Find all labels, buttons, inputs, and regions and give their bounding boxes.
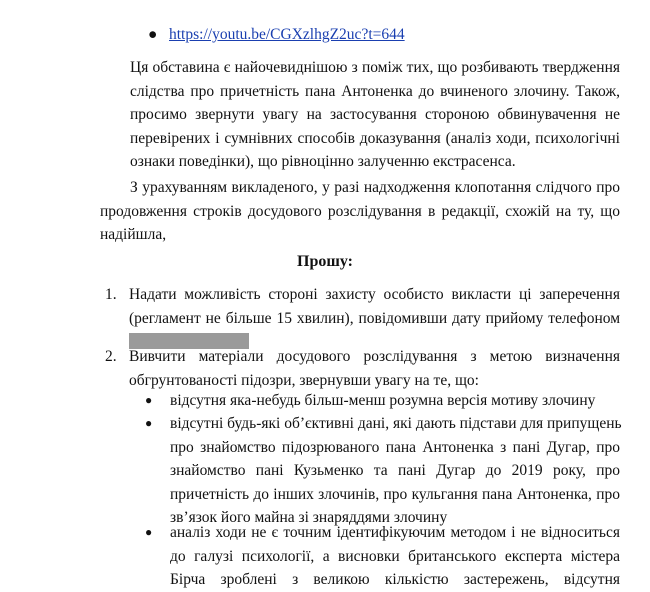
text-line: відсутні будь-які об’єктивні дані, які дають підстави для припущень — [170, 415, 622, 432]
text-line: ознаки поведінки), що рівноцінно залученню екстрасенса. — [130, 153, 516, 171]
bullet-icon: ● — [145, 393, 153, 407]
text-line: З урахуванням викладеного, у разі надходження клопотання слідчого про — [130, 179, 620, 196]
text-line: причетність до інших злочинів, про кульгання пана Антоненка, про — [170, 485, 620, 503]
text-line: аналіз ходи не є точним ідентифікуючим методом і не відноситься — [170, 524, 620, 541]
text-line: просимо звернути увагу на застосування стороною обвинувачення не — [130, 106, 620, 124]
item-number: 1. — [105, 286, 117, 303]
text-line: до галузі психології, а висновки британського експерта містера — [170, 547, 620, 565]
text-line: надійшла, — [100, 226, 167, 244]
text-line: Ця обставина є найочевиднішою з поміж тих, що розбивають твердження — [130, 59, 620, 76]
item-number: 2. — [105, 348, 117, 365]
paragraph-circumstance — [100, 56, 620, 174]
text-line: Надати можливість стороні захисту особисто викласти ці заперечення — [129, 286, 620, 303]
text-line: продовження строків досудового розслідування в редакції, схожій на ту, що — [100, 202, 620, 220]
text-line: слідства про причетність пана Антоненка до вчиненого злочину. Також, — [130, 82, 620, 100]
text-line: Вивчити матеріали досудового розслідування з метою визначення — [129, 348, 620, 365]
bullet-icon: ● — [145, 525, 153, 539]
text-line: про знайомство підозрюваного пана Антоненка з пані Дугар, про — [170, 438, 620, 456]
request-heading: Прошу: — [297, 253, 353, 270]
text-line: Бірча зроблені з великою кількістю застережень, відсутня — [170, 571, 620, 589]
paragraph-considering — [100, 176, 620, 247]
text-line: обгрунтованості підозри, звернувши увагу на те, що: — [129, 371, 479, 389]
bullet-icon: ● — [148, 26, 158, 43]
text-line: перевірених і сумнівних способів доказування (аналіз ходи, психологічні — [130, 129, 620, 147]
bullet-icon: ● — [145, 416, 153, 430]
youtube-link[interactable]: https://youtu.be/CGXzlhgZ2uc?t=644 — [169, 26, 405, 43]
text-line: зв’язок його майна зі знаряддями злочину — [170, 509, 448, 527]
text-line: відсутня яка-небудь більш-менш розумна версія мотиву злочину — [170, 392, 596, 409]
text-line: знайомство пані Кузьменко та пані Дугар до 2019 року, про — [170, 462, 620, 480]
text-line: (регламент не більше 15 хвилин), повідомивши дату прийому телефоном — [129, 309, 620, 327]
